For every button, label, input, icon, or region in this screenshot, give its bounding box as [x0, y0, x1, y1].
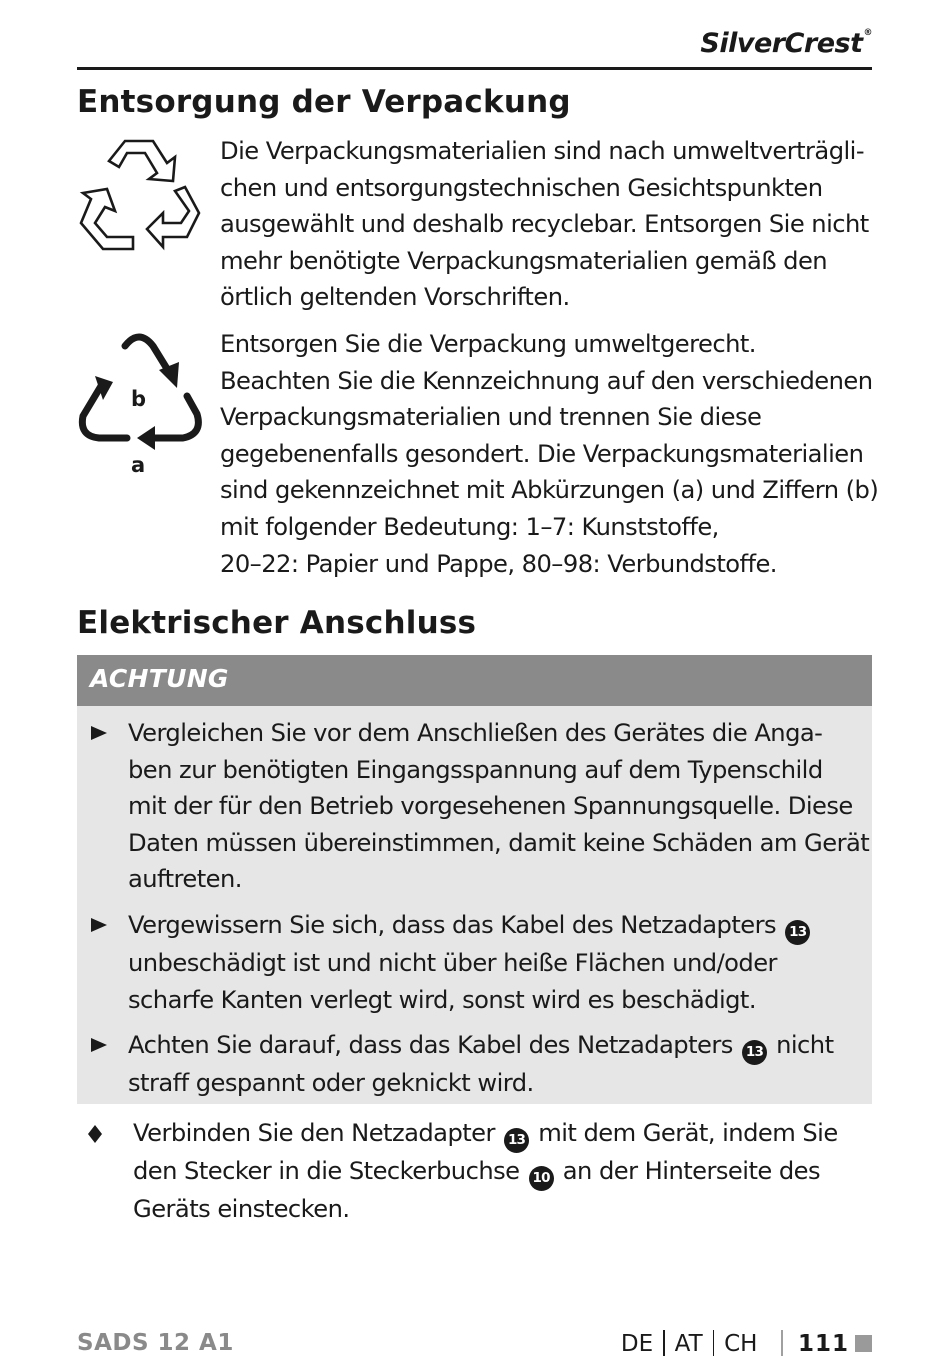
text-line: [133, 1153, 873, 1191]
text-line: gegebenenfalls gesondert. Die Verpackungsmaterialien: [220, 439, 864, 468]
text-line: chen und entsorgungstechnischen Gesichtspunkten: [220, 173, 823, 202]
section-title-packaging: Entsorgung der Verpackung: [77, 84, 571, 120]
warning-title: ACHTUNG: [90, 664, 229, 693]
page-number: 111: [797, 1331, 849, 1357]
text-line: mit der für den Betrieb vorgesehenen Spannungsquelle. Diese: [128, 792, 853, 821]
text-fragment: den Stecker in die Steckerbuchse: [133, 1157, 520, 1185]
part-ref-10: 10: [529, 1166, 554, 1191]
text-line: mit folgender Bedeutung: 1–7: Kunststoffe,: [220, 512, 719, 541]
page-footer: [77, 1330, 872, 1364]
text-line: scharfe Kanten verlegt wird, sonst wird es beschädigt.: [128, 985, 756, 1014]
lang-ch: CH: [724, 1331, 758, 1357]
diamond-bullet-icon: [88, 1125, 102, 1143]
section-title-electric: Elektrischer Anschluss: [77, 605, 477, 641]
text-line: Die Verpackungsmaterialien sind nach umweltverträgli-: [220, 137, 865, 165]
text-fragment: nicht: [776, 1031, 834, 1059]
text-line: [133, 1115, 873, 1153]
warning-header: [77, 655, 872, 706]
text-line: straff gespannt oder geknickt wird.: [128, 1069, 534, 1097]
divider: [663, 1330, 665, 1356]
page-marker-square: [855, 1335, 872, 1352]
code-label-b: b: [131, 387, 147, 411]
code-label-a: a: [131, 453, 146, 477]
part-ref-13: 13: [504, 1128, 529, 1153]
page-header: [77, 0, 872, 70]
text-fragment: Verbinden Sie den Netzadapter: [133, 1119, 495, 1147]
registered-mark: ®: [863, 28, 872, 38]
text-line: unbeschädigt ist und nicht über heiße Flächen und/oder: [128, 949, 777, 977]
lang-de: DE: [620, 1331, 654, 1357]
recycle-text: [220, 133, 880, 316]
text-line: [128, 907, 868, 945]
text-fragment: an der Hinterseite des: [562, 1157, 821, 1185]
header-rule: [77, 67, 872, 70]
brand-name: SilverCrest: [700, 28, 863, 59]
part-ref-13: 13: [785, 920, 810, 945]
warning-box: [77, 655, 872, 1104]
brand-logo: [700, 28, 872, 59]
text-line: auftreten.: [128, 865, 242, 894]
lang-at: AT: [674, 1331, 703, 1357]
arrow-bullet-icon: [91, 726, 107, 740]
arrow-bullet-icon: [91, 918, 107, 932]
text-line: ben zur benötigten Eingangsspannung auf dem Typenschild: [128, 755, 823, 784]
text-line: [128, 1027, 868, 1065]
arrow-bullet-icon: [91, 1038, 107, 1052]
text-line: mehr benötigte Verpackungsmaterialien gemäß den: [220, 246, 828, 275]
text-line: Vergleichen Sie vor dem Anschließen des Gerätes die Anga-: [128, 719, 823, 747]
recycle-icon: [77, 137, 203, 255]
recycling-code-icon: [77, 330, 203, 480]
part-ref-13: 13: [742, 1040, 767, 1065]
divider: [713, 1330, 715, 1356]
text-line: Daten müssen übereinstimmen, damit keine Schäden am Gerät: [128, 828, 870, 857]
text-line: Beachten Sie die Kennzeichnung auf den verschiedenen: [220, 366, 873, 395]
model-number: SADS 12 A1: [77, 1330, 234, 1356]
footer-right: [621, 1330, 872, 1364]
text-line: ausgewählt und deshalb recyclebar. Entsorgen Sie nicht: [220, 210, 869, 239]
text-line: sind gekennzeichnet mit Abkürzungen (a) und Ziffern (b): [220, 476, 879, 505]
code-text: [220, 326, 880, 582]
text-line: Geräts einstecken.: [133, 1195, 350, 1223]
text-fragment: Vergewissern Sie sich, dass das Kabel des Netzadapters: [128, 911, 777, 939]
text-line: örtlich geltenden Vorschriften.: [220, 283, 570, 312]
text-line: Verpackungsmaterialien und trennen Sie diese: [220, 403, 762, 432]
text-line: 20–22: Papier und Pappe, 80–98: Verbundstoffe.: [220, 549, 777, 578]
divider: [781, 1330, 783, 1356]
text-fragment: Achten Sie darauf, dass das Kabel des Netzadapters: [128, 1031, 733, 1059]
text-line: Entsorgen Sie die Verpackung umweltgerecht.: [220, 330, 756, 358]
text-fragment: mit dem Gerät, indem Sie: [538, 1119, 838, 1147]
